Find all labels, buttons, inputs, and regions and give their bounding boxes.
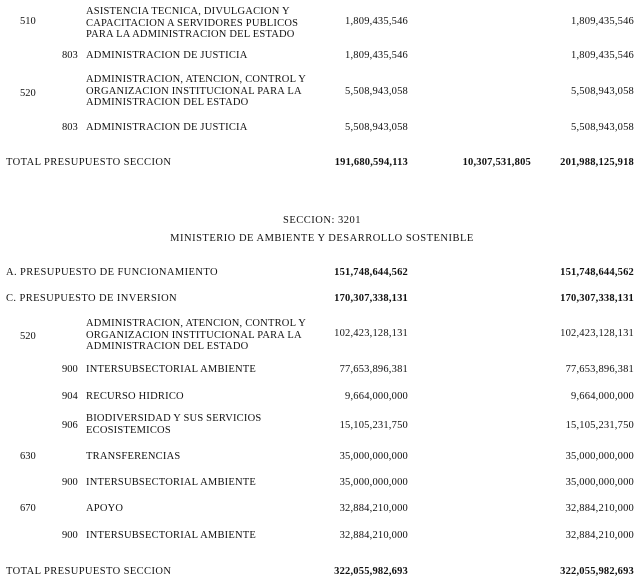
subprogram-code: 900 (62, 364, 78, 375)
subprogram-code: 900 (62, 477, 78, 488)
column-3-value: 1,809,435,546 (571, 50, 634, 61)
subprogram-code: 803 (62, 50, 78, 61)
column-3-value: 77,653,896,381 (565, 364, 634, 375)
column-1-value: 35,000,000,000 (339, 451, 408, 462)
total-column-2: 10,307,531,805 (462, 157, 531, 168)
program-code: 520 (20, 331, 36, 342)
row-description: INTERSUBSECTORIAL AMBIENTE (86, 530, 256, 541)
row-description: INTERSUBSECTORIAL AMBIENTE (86, 364, 256, 375)
column-1-value: 9,664,000,000 (345, 391, 408, 402)
column-3-value: 32,884,210,000 (565, 530, 634, 541)
row-description: ADMINISTRACION DE JUSTICIA (86, 50, 248, 61)
program-code: 630 (20, 451, 36, 462)
column-3-value: 15,105,231,750 (565, 420, 634, 431)
column-1-value: 151,748,644,562 (334, 267, 408, 278)
total-column-1: 191,680,594,113 (334, 157, 408, 168)
total-label: TOTAL PRESUPUESTO SECCION (6, 566, 172, 577)
column-1-value: 170,307,338,131 (334, 293, 408, 304)
program-code: 670 (20, 503, 36, 514)
column-3-value: 5,508,943,058 (571, 86, 634, 97)
column-1-value: 32,884,210,000 (339, 530, 408, 541)
row-description: ASISTENCIA TECNICA, DIVULGACION Y CAPACITACION A SERVIDORES PUBLICOS PARA LA ADMINISTRACION DEL ESTADO (86, 6, 299, 40)
program-code: 510 (20, 16, 36, 27)
column-3-value: 35,000,000,000 (565, 477, 634, 488)
column-3-value: 102,423,128,131 (560, 328, 634, 339)
column-3-value: 151,748,644,562 (560, 267, 634, 278)
column-1-value: 1,809,435,546 (345, 50, 408, 61)
column-3-value: 5,508,943,058 (571, 122, 634, 133)
total-column-3: 322,055,982,693 (560, 566, 634, 577)
inversion-label: C. PRESUPUESTO DE INVERSION (6, 293, 178, 304)
section-code: SECCION: 3201 (283, 215, 361, 226)
subprogram-code: 803 (62, 122, 78, 133)
column-3-value: 9,664,000,000 (571, 391, 634, 402)
row-description: RECURSO HIDRICO (86, 391, 184, 402)
column-1-value: 35,000,000,000 (339, 477, 408, 488)
column-1-value: 1,809,435,546 (345, 16, 408, 27)
row-description: APOYO (86, 503, 124, 514)
column-3-value: 32,884,210,000 (565, 503, 634, 514)
column-1-value: 102,423,128,131 (334, 328, 408, 339)
row-description: ADMINISTRACION, ATENCION, CONTROL Y ORGANIZACION INSTITUCIONAL PARA LA ADMINISTRACION DEL ESTADO (86, 74, 306, 108)
column-1-value: 32,884,210,000 (339, 503, 408, 514)
column-1-value: 5,508,943,058 (345, 122, 408, 133)
section-name: MINISTERIO DE AMBIENTE Y DESARROLLO SOSTENIBLE (170, 233, 474, 244)
total-column-3: 201,988,125,918 (560, 157, 634, 168)
column-1-value: 5,508,943,058 (345, 86, 408, 97)
program-code: 520 (20, 88, 36, 99)
row-description: ADMINISTRACION DE JUSTICIA (86, 122, 248, 133)
row-description: TRANSFERENCIAS (86, 451, 181, 462)
subprogram-code: 904 (62, 391, 78, 402)
total-column-1: 322,055,982,693 (334, 566, 408, 577)
column-3-value: 35,000,000,000 (565, 451, 634, 462)
row-description: ADMINISTRACION, ATENCION, CONTROL Y ORGANIZACION INSTITUCIONAL PARA LA ADMINISTRACION DEL ESTADO (86, 318, 306, 352)
subprogram-code: 900 (62, 530, 78, 541)
row-description: BIODIVERSIDAD Y SUS SERVICIOS ECOSISTEMICOS (86, 413, 262, 436)
funcionamiento-label: A. PRESUPUESTO DE FUNCIONAMIENTO (6, 267, 218, 278)
column-3-value: 170,307,338,131 (560, 293, 634, 304)
subprogram-code: 906 (62, 420, 78, 431)
column-1-value: 15,105,231,750 (339, 420, 408, 431)
row-description: INTERSUBSECTORIAL AMBIENTE (86, 477, 256, 488)
column-3-value: 1,809,435,546 (571, 16, 634, 27)
total-label: TOTAL PRESUPUESTO SECCION (6, 157, 172, 168)
column-1-value: 77,653,896,381 (339, 364, 408, 375)
